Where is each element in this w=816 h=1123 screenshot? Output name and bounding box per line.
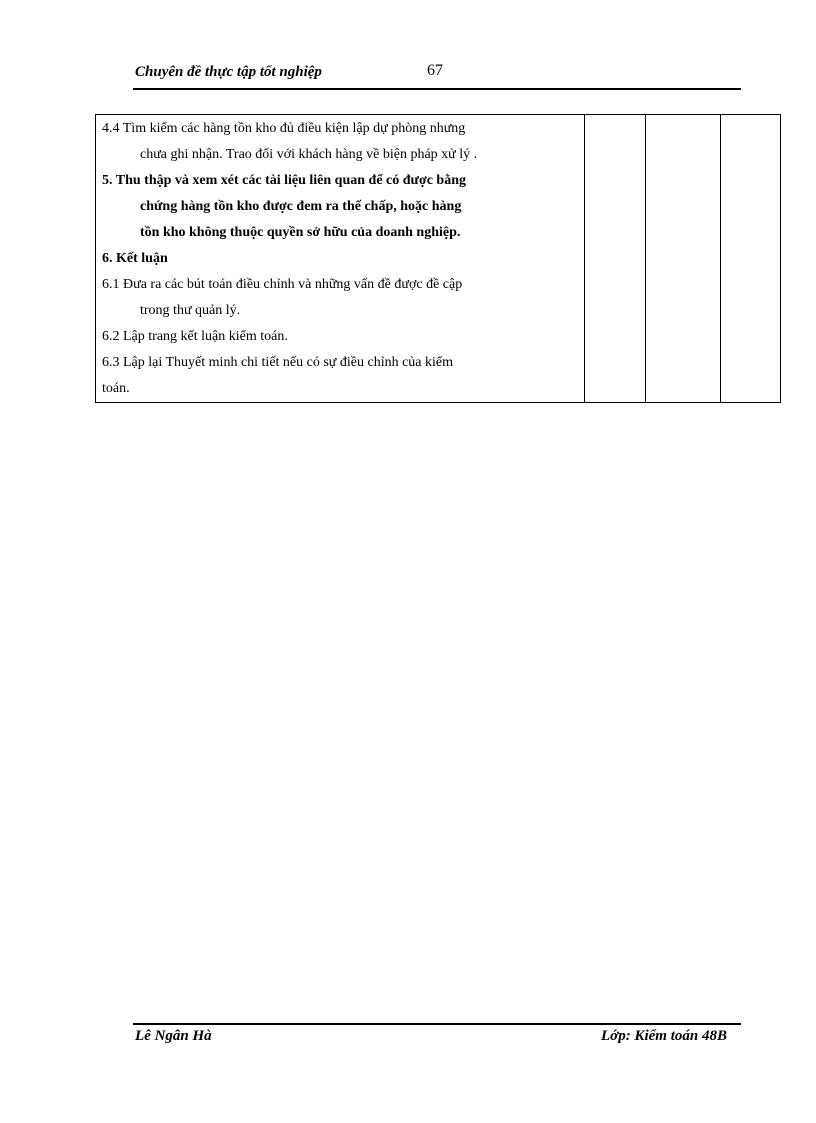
page-footer [133,1023,741,1044]
procedure-cell [96,115,585,403]
empty-cell [584,115,645,403]
procedure-line: 6.2 Lập trang kết luận kiểm toán. [102,329,288,344]
procedure-line: toán. [102,381,130,396]
procedure-line: chưa ghi nhận. Trao đổi với khách hàng về biện pháp xử lý . [140,147,478,162]
audit-procedure-table [95,114,781,403]
procedure-heading: tồn kho không thuộc quyền sở hữu của doanh nghiệp. [140,225,461,240]
procedure-heading: chứng hàng tồn kho được đem ra thế chấp, hoặc hàng [140,199,462,214]
empty-cell [645,115,720,403]
class-label: Lớp: Kiểm toán 48B [601,1028,727,1044]
author-name: Lê Ngân Hà [135,1028,212,1044]
procedure-line: 6.3 Lập lại Thuyết minh chi tiết nếu có sự điều chỉnh của kiểm [102,355,454,370]
procedure-line: 4.4 Tìm kiếm các hàng tồn kho đủ điều kiện lập dự phòng nhưng [102,121,466,136]
section-heading: 6. Kết luận [102,251,168,266]
procedure-heading: 5. Thu thập và xem xét các tài liệu liên quan để có được bằng [102,173,466,188]
page-number: 67 [427,62,443,79]
empty-cell [720,115,780,403]
table-row [96,115,781,403]
procedure-line: trong thư quản lý. [140,303,241,318]
document-title: Chuyên đề thực tập tốt nghiệp [135,64,322,80]
page-header [133,60,741,90]
procedure-line: 6.1 Đưa ra các bút toán điều chỉnh và những vấn đề được đề cập [102,277,463,292]
